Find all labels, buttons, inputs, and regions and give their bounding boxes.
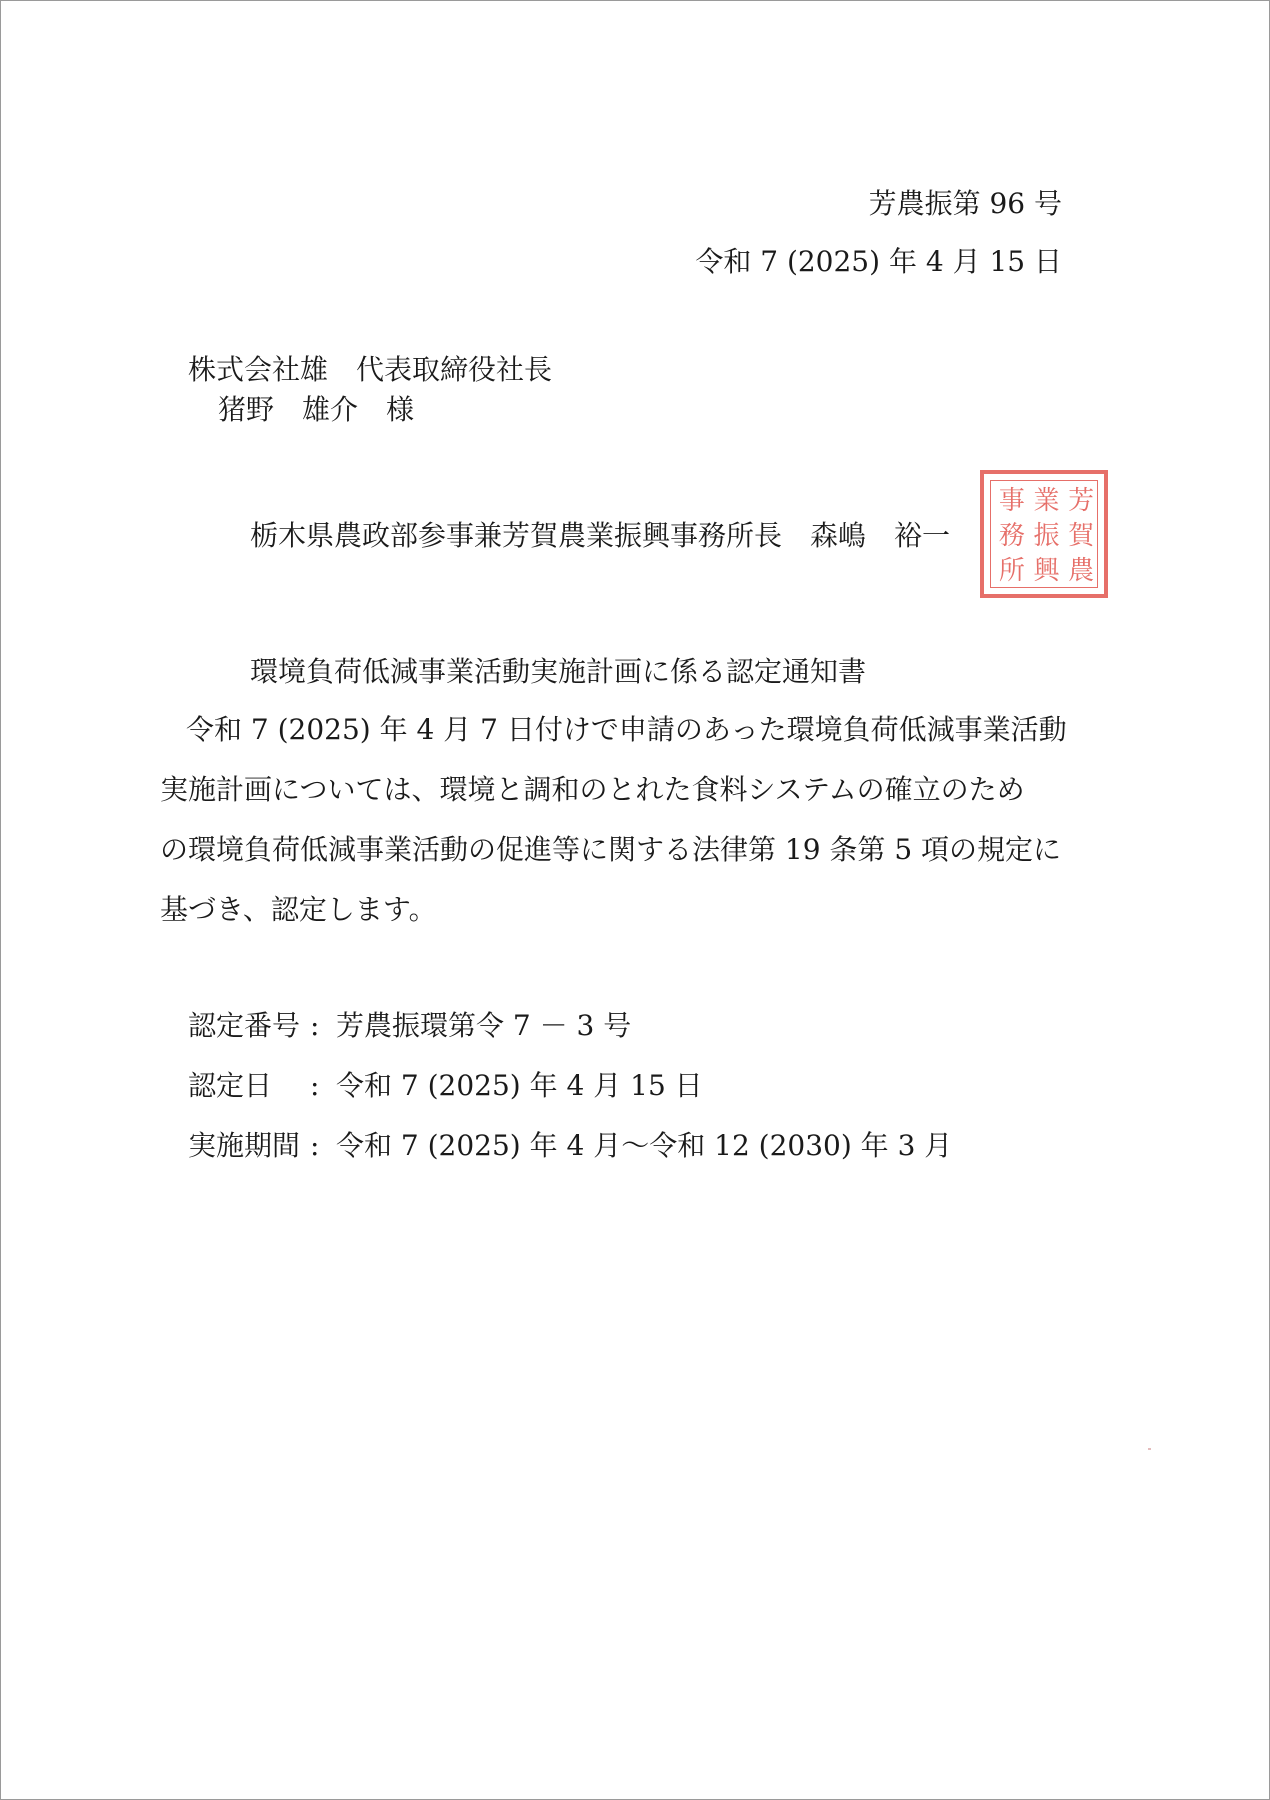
body-text-line: 基づき、認定します。 [160,893,437,926]
seal-char: 事 [994,486,1025,513]
detail-value: 令和 7 (2025) 年 4 月 15 日 [336,1069,703,1102]
seal-char: 芳 [1063,486,1094,513]
seal-char: 所 [994,555,1025,582]
detail-value: 芳農振環第令 7 － 3 号 [336,1009,632,1042]
detail-row-certification-date [188,1068,703,1104]
detail-row-implementation-period [188,1128,952,1164]
detail-separator: : [310,1129,320,1162]
recipient-company: 株式会社雄 代表取締役社長 [188,353,553,386]
recipient-name: 猪野 雄介 様 [218,393,415,426]
sender-signature-line: 栃木県農政部参事兼芳賀農業振興事務所長 森嶋 裕一 [250,519,951,552]
document-date: 令和 7 (2025) 年 4 月 15 日 [695,245,1062,278]
body-text-line: の環境負荷低減事業活動の促進等に関する法律第 19 条第 5 項の規定に [160,833,1062,866]
seal-characters [992,482,1096,586]
seal-char: 務 [994,520,1025,547]
detail-label: 実施期間 [188,1129,301,1162]
detail-row-certification-number [188,1008,631,1044]
seal-char: 振 [1029,520,1060,547]
scan-speck [1148,1448,1151,1450]
detail-separator: : [310,1069,320,1102]
body-text-line: 実施計画については、環境と調和のとれた食料システムの確立のため [160,773,1025,806]
document-number: 芳農振第 96 号 [868,187,1062,220]
seal-char: 賀 [1063,520,1094,547]
detail-separator: : [310,1009,320,1042]
detail-label: 認定日 [188,1069,273,1102]
seal-char: 興 [1029,555,1060,582]
official-seal-stamp [980,470,1108,598]
seal-char: 農 [1063,555,1094,582]
document-title: 環境負荷低減事業活動実施計画に係る認定通知書 [250,655,867,688]
seal-char: 業 [1029,486,1060,513]
body-text-line: 令和 7 (2025) 年 4 月 7 日付けで申請のあった環境負荷低減事業活動 [186,713,1067,746]
detail-label: 認定番号 [188,1009,301,1042]
detail-value: 令和 7 (2025) 年 4 月～令和 12 (2030) 年 3 月 [336,1129,953,1162]
